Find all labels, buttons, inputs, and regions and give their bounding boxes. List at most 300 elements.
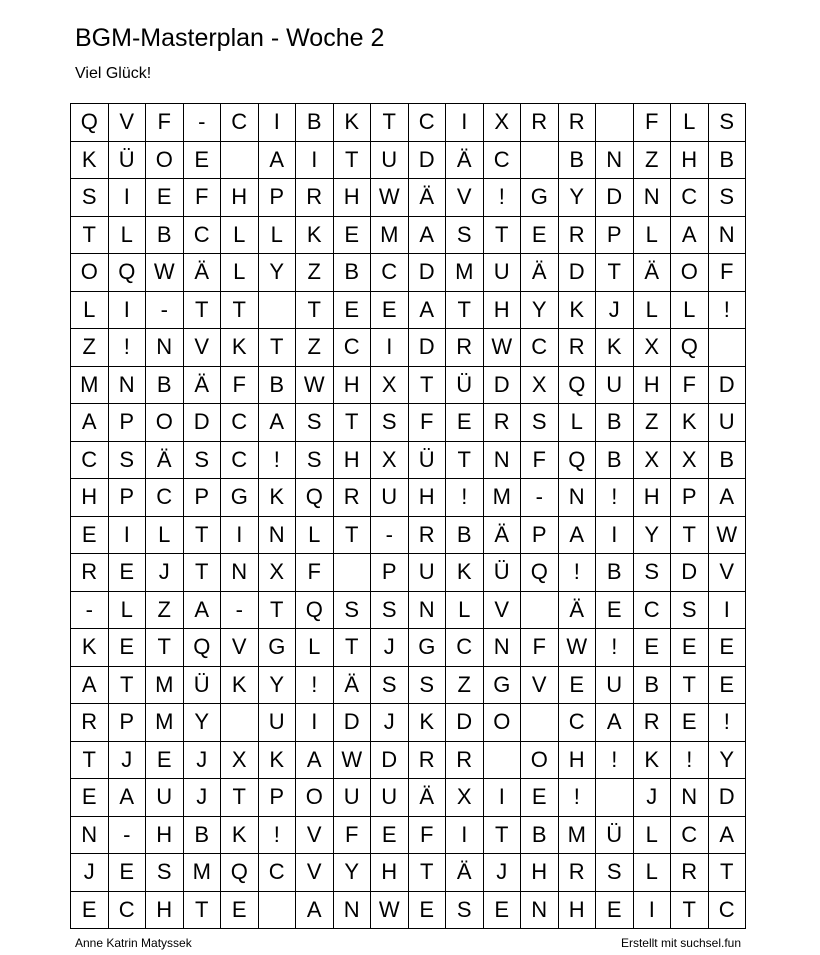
grid-cell[interactable]: N [408,591,446,629]
grid-cell[interactable]: F [708,254,746,292]
grid-cell[interactable]: T [708,854,746,892]
grid-cell[interactable]: A [408,216,446,254]
grid-cell[interactable]: I [483,779,521,817]
grid-cell[interactable]: Ä [146,441,184,479]
grid-cell[interactable]: L [146,516,184,554]
grid-cell[interactable]: N [221,554,259,592]
grid-cell[interactable]: E [633,629,671,667]
grid-cell[interactable]: B [183,816,221,854]
grid-cell[interactable]: P [258,779,296,817]
grid-cell[interactable]: - [371,516,409,554]
grid-cell[interactable]: R [558,329,596,367]
grid-cell[interactable]: R [633,704,671,742]
grid-cell[interactable]: E [333,291,371,329]
grid-cell[interactable]: S [708,104,746,142]
grid-cell[interactable]: V [708,554,746,592]
grid-cell[interactable]: Ä [446,854,484,892]
grid-cell[interactable]: O [521,741,559,779]
grid-cell[interactable]: T [483,816,521,854]
grid-cell[interactable]: U [258,704,296,742]
grid-cell[interactable]: X [521,366,559,404]
grid-cell[interactable]: X [371,366,409,404]
grid-cell[interactable]: T [296,291,334,329]
grid-cell[interactable]: Q [521,554,559,592]
grid-cell[interactable]: E [596,891,634,929]
grid-cell[interactable]: R [558,854,596,892]
grid-cell[interactable]: L [258,216,296,254]
grid-cell[interactable]: R [521,104,559,142]
grid-cell[interactable]: K [633,741,671,779]
grid-cell[interactable]: I [258,104,296,142]
grid-cell[interactable]: J [371,629,409,667]
grid-cell[interactable]: Z [296,329,334,367]
grid-cell[interactable]: L [221,216,259,254]
grid-cell[interactable]: B [596,404,634,442]
grid-cell[interactable]: F [146,104,184,142]
grid-cell[interactable]: S [371,404,409,442]
grid-cell[interactable]: Ä [483,516,521,554]
grid-cell[interactable]: Ü [183,666,221,704]
grid-cell[interactable]: O [296,779,334,817]
grid-cell[interactable]: D [408,254,446,292]
grid-cell[interactable]: Q [558,366,596,404]
grid-cell[interactable]: P [371,554,409,592]
grid-cell[interactable]: X [633,329,671,367]
grid-cell[interactable]: R [558,216,596,254]
grid-cell[interactable]: Q [671,329,709,367]
grid-cell[interactable]: U [371,141,409,179]
grid-cell[interactable]: N [596,141,634,179]
grid-cell[interactable]: B [333,254,371,292]
grid-cell[interactable]: T [221,779,259,817]
grid-cell[interactable]: G [408,629,446,667]
grid-cell[interactable]: Y [183,704,221,742]
grid-cell[interactable]: S [71,179,109,217]
grid-cell[interactable]: D [446,704,484,742]
grid-cell[interactable]: H [558,741,596,779]
grid-cell[interactable]: Q [296,479,334,517]
grid-cell[interactable]: E [333,216,371,254]
grid-cell[interactable] [596,779,634,817]
grid-cell[interactable]: - [221,591,259,629]
grid-cell[interactable]: T [183,554,221,592]
grid-cell[interactable]: J [183,779,221,817]
grid-cell[interactable]: B [708,141,746,179]
grid-cell[interactable]: X [221,741,259,779]
grid-cell[interactable]: E [146,741,184,779]
grid-cell[interactable]: S [108,441,146,479]
grid-cell[interactable]: T [108,666,146,704]
grid-cell[interactable] [708,329,746,367]
grid-cell[interactable]: W [483,329,521,367]
grid-cell[interactable]: E [108,629,146,667]
grid-cell[interactable]: H [408,479,446,517]
grid-cell[interactable]: O [146,141,184,179]
grid-cell[interactable]: H [671,141,709,179]
grid-cell[interactable]: J [596,291,634,329]
grid-cell[interactable]: E [521,216,559,254]
grid-cell[interactable]: T [71,216,109,254]
grid-cell[interactable]: U [371,479,409,517]
grid-cell[interactable]: N [708,216,746,254]
grid-cell[interactable]: L [296,629,334,667]
grid-cell[interactable]: E [446,404,484,442]
grid-cell[interactable]: X [483,104,521,142]
grid-cell[interactable]: M [446,254,484,292]
grid-cell[interactable]: E [108,854,146,892]
grid-cell[interactable]: ! [558,554,596,592]
grid-cell[interactable]: A [183,591,221,629]
grid-cell[interactable]: C [446,629,484,667]
grid-cell[interactable]: S [146,854,184,892]
grid-cell[interactable]: W [296,366,334,404]
grid-cell[interactable]: - [183,104,221,142]
grid-cell[interactable]: Ä [408,779,446,817]
grid-cell[interactable]: B [558,141,596,179]
grid-cell[interactable]: D [408,141,446,179]
grid-cell[interactable]: N [483,441,521,479]
grid-cell[interactable]: D [483,366,521,404]
grid-cell[interactable]: C [333,329,371,367]
grid-cell[interactable]: Ä [446,141,484,179]
grid-cell[interactable]: Q [296,591,334,629]
grid-cell[interactable]: T [258,329,296,367]
grid-cell[interactable]: T [146,629,184,667]
grid-cell[interactable]: I [446,104,484,142]
grid-cell[interactable]: T [221,291,259,329]
grid-cell[interactable]: R [446,329,484,367]
grid-cell[interactable]: J [371,704,409,742]
grid-cell[interactable]: S [446,216,484,254]
grid-cell[interactable]: J [108,741,146,779]
grid-cell[interactable]: G [521,179,559,217]
grid-cell[interactable]: R [558,104,596,142]
grid-cell[interactable]: C [483,141,521,179]
grid-cell[interactable]: P [521,516,559,554]
grid-cell[interactable]: J [183,741,221,779]
grid-cell[interactable]: W [708,516,746,554]
grid-cell[interactable]: R [483,404,521,442]
grid-cell[interactable]: Ü [108,141,146,179]
grid-cell[interactable]: J [483,854,521,892]
grid-cell[interactable]: K [446,554,484,592]
grid-cell[interactable]: W [371,891,409,929]
grid-cell[interactable]: N [558,479,596,517]
grid-cell[interactable]: A [296,891,334,929]
grid-cell[interactable]: Ü [596,816,634,854]
grid-cell[interactable]: N [483,629,521,667]
grid-cell[interactable]: L [296,516,334,554]
grid-cell[interactable]: V [521,666,559,704]
grid-cell[interactable]: K [671,404,709,442]
grid-cell[interactable]: Z [633,141,671,179]
grid-cell[interactable]: H [483,291,521,329]
grid-cell[interactable]: ! [708,704,746,742]
grid-cell[interactable]: S [296,441,334,479]
grid-cell[interactable]: T [183,891,221,929]
grid-cell[interactable]: P [596,216,634,254]
grid-cell[interactable]: L [633,816,671,854]
grid-cell[interactable]: ! [296,666,334,704]
grid-cell[interactable]: I [108,179,146,217]
grid-cell[interactable] [521,141,559,179]
grid-cell[interactable]: Z [633,404,671,442]
grid-cell[interactable]: W [558,629,596,667]
grid-cell[interactable]: C [371,254,409,292]
grid-cell[interactable]: B [146,366,184,404]
grid-cell[interactable]: E [558,666,596,704]
grid-cell[interactable]: A [671,216,709,254]
grid-cell[interactable]: E [708,629,746,667]
grid-cell[interactable]: T [333,404,371,442]
grid-cell[interactable]: F [521,629,559,667]
grid-cell[interactable]: B [708,441,746,479]
grid-cell[interactable]: I [221,516,259,554]
grid-cell[interactable]: F [183,179,221,217]
grid-cell[interactable]: S [371,591,409,629]
grid-cell[interactable]: Ä [521,254,559,292]
grid-cell[interactable]: U [371,779,409,817]
grid-cell[interactable]: Ä [408,179,446,217]
grid-cell[interactable]: T [446,291,484,329]
grid-cell[interactable]: C [183,216,221,254]
grid-cell[interactable]: K [333,104,371,142]
grid-cell[interactable]: F [521,441,559,479]
grid-cell[interactable]: H [71,479,109,517]
grid-cell[interactable]: V [483,591,521,629]
grid-cell[interactable]: G [258,629,296,667]
grid-cell[interactable]: T [408,366,446,404]
grid-cell[interactable]: R [296,179,334,217]
grid-cell[interactable]: P [183,479,221,517]
grid-cell[interactable]: Q [221,854,259,892]
grid-cell[interactable]: C [221,441,259,479]
grid-cell[interactable]: M [146,704,184,742]
grid-cell[interactable]: U [596,366,634,404]
grid-cell[interactable]: Y [633,516,671,554]
grid-cell[interactable]: Ü [408,441,446,479]
grid-cell[interactable]: R [71,554,109,592]
grid-cell[interactable]: F [333,816,371,854]
grid-cell[interactable]: Y [558,179,596,217]
grid-cell[interactable]: T [671,666,709,704]
grid-cell[interactable]: K [71,141,109,179]
grid-cell[interactable]: ! [258,441,296,479]
grid-cell[interactable]: C [671,816,709,854]
grid-cell[interactable]: R [71,704,109,742]
grid-cell[interactable]: O [71,254,109,292]
grid-cell[interactable]: - [521,479,559,517]
grid-cell[interactable] [483,741,521,779]
grid-cell[interactable]: G [483,666,521,704]
grid-cell[interactable]: U [483,254,521,292]
grid-cell[interactable]: T [333,141,371,179]
grid-cell[interactable]: E [71,779,109,817]
grid-cell[interactable]: U [333,779,371,817]
grid-cell[interactable]: T [333,629,371,667]
grid-cell[interactable]: O [671,254,709,292]
grid-cell[interactable]: K [296,216,334,254]
grid-cell[interactable]: L [671,104,709,142]
grid-cell[interactable]: E [146,179,184,217]
grid-cell[interactable]: L [108,591,146,629]
grid-cell[interactable]: K [258,479,296,517]
grid-cell[interactable]: ! [708,291,746,329]
grid-cell[interactable]: A [296,741,334,779]
grid-cell[interactable]: P [108,704,146,742]
grid-cell[interactable]: A [558,516,596,554]
grid-cell[interactable]: I [296,141,334,179]
grid-cell[interactable]: I [633,891,671,929]
grid-cell[interactable]: M [146,666,184,704]
grid-cell[interactable]: Y [333,854,371,892]
grid-cell[interactable] [333,554,371,592]
grid-cell[interactable]: H [221,179,259,217]
grid-cell[interactable]: L [221,254,259,292]
grid-cell[interactable]: C [221,104,259,142]
grid-cell[interactable]: ! [558,779,596,817]
grid-cell[interactable]: A [108,779,146,817]
grid-cell[interactable]: H [146,891,184,929]
grid-cell[interactable]: P [258,179,296,217]
grid-cell[interactable]: A [258,141,296,179]
grid-cell[interactable]: L [633,854,671,892]
grid-cell[interactable]: H [333,179,371,217]
grid-cell[interactable]: Ä [333,666,371,704]
grid-cell[interactable]: E [183,141,221,179]
grid-cell[interactable]: L [633,216,671,254]
grid-cell[interactable]: B [146,216,184,254]
grid-cell[interactable]: ! [596,479,634,517]
grid-cell[interactable]: Q [108,254,146,292]
grid-cell[interactable]: T [483,216,521,254]
grid-cell[interactable]: L [558,404,596,442]
grid-cell[interactable] [521,704,559,742]
grid-cell[interactable]: Z [146,591,184,629]
grid-cell[interactable]: T [446,441,484,479]
grid-cell[interactable]: A [708,479,746,517]
grid-cell[interactable]: M [483,479,521,517]
grid-cell[interactable] [596,104,634,142]
grid-cell[interactable]: C [633,591,671,629]
grid-cell[interactable]: F [671,366,709,404]
grid-cell[interactable]: T [258,591,296,629]
grid-cell[interactable]: G [221,479,259,517]
grid-cell[interactable]: D [596,179,634,217]
grid-cell[interactable]: M [183,854,221,892]
grid-cell[interactable]: C [521,329,559,367]
grid-cell[interactable]: ! [258,816,296,854]
grid-cell[interactable]: Y [258,666,296,704]
grid-cell[interactable]: E [371,816,409,854]
grid-cell[interactable]: H [333,366,371,404]
grid-cell[interactable]: T [371,104,409,142]
grid-cell[interactable]: K [258,741,296,779]
grid-cell[interactable]: E [71,891,109,929]
grid-cell[interactable]: N [671,779,709,817]
grid-cell[interactable]: L [633,291,671,329]
grid-cell[interactable]: T [183,291,221,329]
grid-cell[interactable]: I [371,329,409,367]
grid-cell[interactable]: K [558,291,596,329]
grid-cell[interactable]: U [146,779,184,817]
grid-cell[interactable]: ! [446,479,484,517]
grid-cell[interactable]: B [596,441,634,479]
grid-cell[interactable]: S [183,441,221,479]
grid-cell[interactable]: W [371,179,409,217]
grid-cell[interactable]: V [108,104,146,142]
grid-cell[interactable]: C [258,854,296,892]
grid-cell[interactable]: B [633,666,671,704]
grid-cell[interactable]: M [558,816,596,854]
grid-cell[interactable]: O [483,704,521,742]
grid-cell[interactable]: C [408,104,446,142]
grid-cell[interactable]: B [296,104,334,142]
grid-cell[interactable]: T [671,516,709,554]
grid-cell[interactable]: S [296,404,334,442]
grid-cell[interactable]: K [596,329,634,367]
grid-cell[interactable]: V [296,816,334,854]
grid-cell[interactable]: W [333,741,371,779]
grid-cell[interactable]: Ä [633,254,671,292]
grid-cell[interactable]: ! [671,741,709,779]
grid-cell[interactable]: E [671,629,709,667]
grid-cell[interactable]: J [633,779,671,817]
grid-cell[interactable]: Ä [183,366,221,404]
grid-cell[interactable]: R [446,741,484,779]
grid-cell[interactable]: A [708,816,746,854]
grid-cell[interactable]: S [521,404,559,442]
grid-cell[interactable]: I [296,704,334,742]
grid-cell[interactable]: T [333,516,371,554]
grid-cell[interactable]: H [333,441,371,479]
grid-cell[interactable]: Q [71,104,109,142]
grid-cell[interactable]: Ü [483,554,521,592]
grid-cell[interactable]: I [596,516,634,554]
grid-cell[interactable]: K [221,666,259,704]
grid-cell[interactable]: X [258,554,296,592]
grid-cell[interactable]: V [446,179,484,217]
grid-cell[interactable]: L [108,216,146,254]
grid-cell[interactable]: M [71,366,109,404]
grid-cell[interactable]: E [596,591,634,629]
grid-cell[interactable]: V [183,329,221,367]
grid-cell[interactable]: X [671,441,709,479]
grid-cell[interactable]: T [71,741,109,779]
grid-cell[interactable]: I [108,291,146,329]
grid-cell[interactable]: B [446,516,484,554]
grid-cell[interactable]: X [371,441,409,479]
grid-cell[interactable]: D [408,329,446,367]
grid-cell[interactable]: F [408,404,446,442]
grid-cell[interactable]: ! [596,741,634,779]
grid-cell[interactable]: E [671,704,709,742]
grid-cell[interactable]: F [633,104,671,142]
grid-cell[interactable]: S [671,591,709,629]
grid-cell[interactable]: S [708,179,746,217]
grid-cell[interactable]: M [371,216,409,254]
grid-cell[interactable]: Q [558,441,596,479]
grid-cell[interactable]: Z [296,254,334,292]
grid-cell[interactable] [221,704,259,742]
grid-cell[interactable]: P [108,479,146,517]
grid-cell[interactable]: E [483,891,521,929]
grid-cell[interactable]: B [258,366,296,404]
grid-cell[interactable]: K [221,329,259,367]
grid-cell[interactable]: E [521,779,559,817]
grid-cell[interactable]: F [408,816,446,854]
grid-cell[interactable]: C [558,704,596,742]
